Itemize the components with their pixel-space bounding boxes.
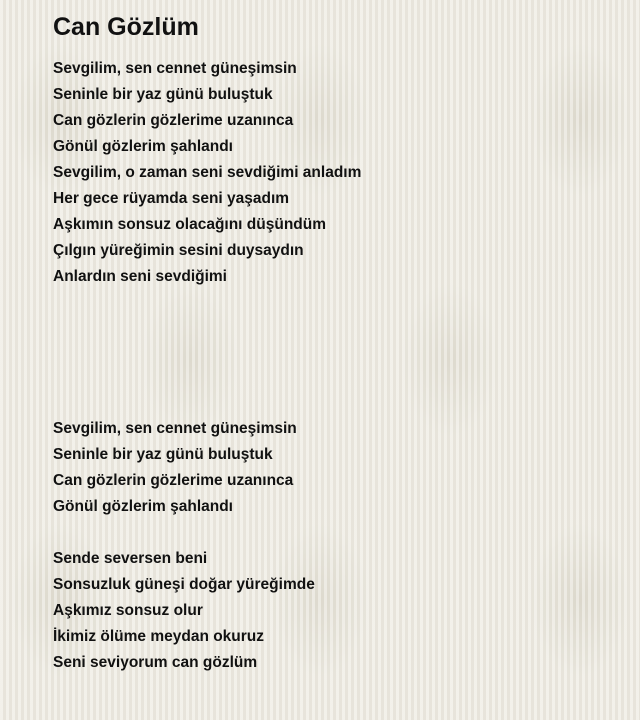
poem-title: Can Gözlüm bbox=[53, 13, 199, 41]
poem-line: Her gece rüyamda seni yaşadım bbox=[53, 190, 290, 207]
stanza-3 bbox=[53, 546, 613, 676]
poem-line: Gönül gözlerim şahlandı bbox=[53, 138, 233, 155]
poem-line: Çılgın yüreğimin sesini duysaydın bbox=[53, 242, 304, 259]
poem-line: Seninle bir yaz günü buluştuk bbox=[53, 86, 273, 103]
poem-line: Sevgilim, sen cennet güneşimsin bbox=[53, 420, 297, 437]
poem-line: Aşkımın sonsuz olacağını düşündüm bbox=[53, 216, 327, 233]
stanza-1 bbox=[53, 56, 613, 290]
stanza-spacer bbox=[53, 520, 613, 546]
poem-line: Sevgilim, sen cennet güneşimsin bbox=[53, 60, 297, 77]
poem-line: Aşkımız sonsuz olur bbox=[53, 602, 203, 619]
poem-line: Seni seviyorum can gözlüm bbox=[53, 654, 258, 671]
stanza-spacer bbox=[53, 290, 613, 416]
poem-line: Can gözlerin gözlerime uzanınca bbox=[53, 472, 294, 489]
poem-line: Sevgilim, o zaman seni sevdiğimi anladım bbox=[53, 164, 362, 181]
poem-container bbox=[53, 10, 613, 676]
poem-line: Can gözlerin gözlerime uzanınca bbox=[53, 112, 294, 129]
poem-line: Sende seversen beni bbox=[53, 550, 208, 567]
poem-line: Sonsuzluk güneşi doğar yüreğimde bbox=[53, 576, 315, 593]
poem-line: İkimiz ölüme meydan okuruz bbox=[53, 628, 265, 645]
poem-line: Gönül gözlerim şahlandı bbox=[53, 498, 233, 515]
poem-line: Anlardın seni sevdiğimi bbox=[53, 268, 227, 285]
stanza-2 bbox=[53, 416, 613, 520]
poem-line: Seninle bir yaz günü buluştuk bbox=[53, 446, 273, 463]
